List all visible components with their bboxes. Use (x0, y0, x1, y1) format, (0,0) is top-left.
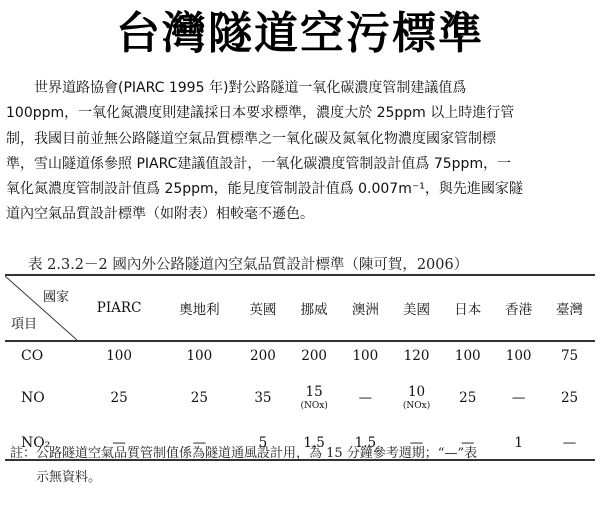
row-item-label: NO (21, 390, 45, 406)
table-cell: — (112, 434, 126, 451)
table-cell: 5 (258, 434, 268, 451)
table-cell: — (511, 390, 526, 406)
table-cell: 200 (301, 348, 328, 364)
row-item-label: NO₂ (21, 434, 51, 451)
country-header: 臺灣 (556, 302, 584, 318)
table-cell: 25 (110, 390, 128, 406)
country-header: 挪威 (300, 302, 328, 318)
corner-country-label: 國家 (42, 290, 69, 305)
table-cell: 100 (454, 348, 481, 364)
table-cell: — (562, 434, 577, 451)
table-cell: 200 (250, 348, 276, 364)
table-cell: — (192, 434, 207, 451)
table-cell: 1 (514, 434, 523, 451)
paragraph-line: 100ppm，一氧化氮濃度則建議採日本要求標準，濃度大於 25ppm 以上時進行管 (6, 105, 515, 122)
table-cell: 120 (403, 348, 430, 364)
table-cell: — (358, 390, 373, 406)
table-cell (391, 370, 443, 426)
table-cell: 25 (459, 390, 477, 406)
country-header: 澳洲 (351, 302, 379, 318)
table-footnote (10, 442, 590, 490)
corner-item-label: 項目 (11, 317, 38, 332)
table-cell: 100 (186, 348, 213, 364)
cell-value: 15 (305, 384, 323, 400)
table-cell: 100 (106, 348, 132, 364)
table-cell (288, 370, 340, 426)
paragraph-line: 準，雪山隧道係參照 PIARC建議值設計，一氧化碳濃度管制設計值爲 75ppm，一 (6, 155, 512, 172)
footnote-line: 示無資料。 (10, 470, 102, 485)
table-cell: 100 (352, 348, 379, 364)
footnote-line: 註：公路隧道空氣品質管制值係為隧道通風設計用，為 15 分鐘參考週期；“—”表 (10, 446, 478, 461)
table-cell: 1.5 (354, 434, 377, 451)
country-header: 美國 (403, 302, 431, 318)
body-paragraph (6, 76, 596, 228)
table-cell: 75 (560, 348, 579, 364)
table-cell: 100 (505, 348, 532, 364)
country-header: PIARC (96, 300, 142, 316)
paragraph-line: 制，我國目前並無公路隧道空氣品質標準之一氧化碳及氮氧化物濃度國家管制標 (6, 130, 496, 147)
table-cell: 25 (560, 390, 579, 406)
table-header-row (5, 275, 595, 341)
corner-header-cell (5, 275, 77, 341)
country-header: 日本 (454, 302, 482, 318)
table-row (5, 341, 595, 370)
country-header: 奧地利 (179, 302, 220, 318)
paragraph-line: 世界道路協會(PIARC 1995 年)對公路隧道一氧化碳濃度管制建議值爲 (6, 80, 467, 96)
cell-value: 10 (407, 384, 426, 400)
row-item-label: CO (21, 348, 44, 364)
cell-subnote: (NOx) (300, 401, 328, 411)
country-header: 香港 (505, 302, 533, 318)
table-cell: — (461, 434, 475, 451)
page-title: 台灣隧道空污標準 (116, 8, 484, 59)
standards-table (5, 274, 595, 461)
paragraph-line: 道內空氣品質設計標準（如附表）相較毫不遜色。 (6, 206, 314, 223)
table-caption: 表 2.3.2－2 國內外公路隧道內空氣品質設計標準（陳可賀，2006） (28, 257, 469, 273)
table-cell: 1.5 (303, 434, 325, 451)
table-cell: — (409, 434, 424, 451)
table-cell: 25 (190, 390, 208, 406)
paragraph-line: 氧化氮濃度管制設計值爲 25ppm，能見度管制設計值爲 0.007m⁻¹，與先進國家隧 (6, 181, 523, 198)
table-cell: 35 (254, 390, 272, 406)
country-header: 英國 (249, 302, 277, 318)
table-row (5, 370, 595, 426)
cell-subnote: (NOx) (402, 401, 431, 411)
